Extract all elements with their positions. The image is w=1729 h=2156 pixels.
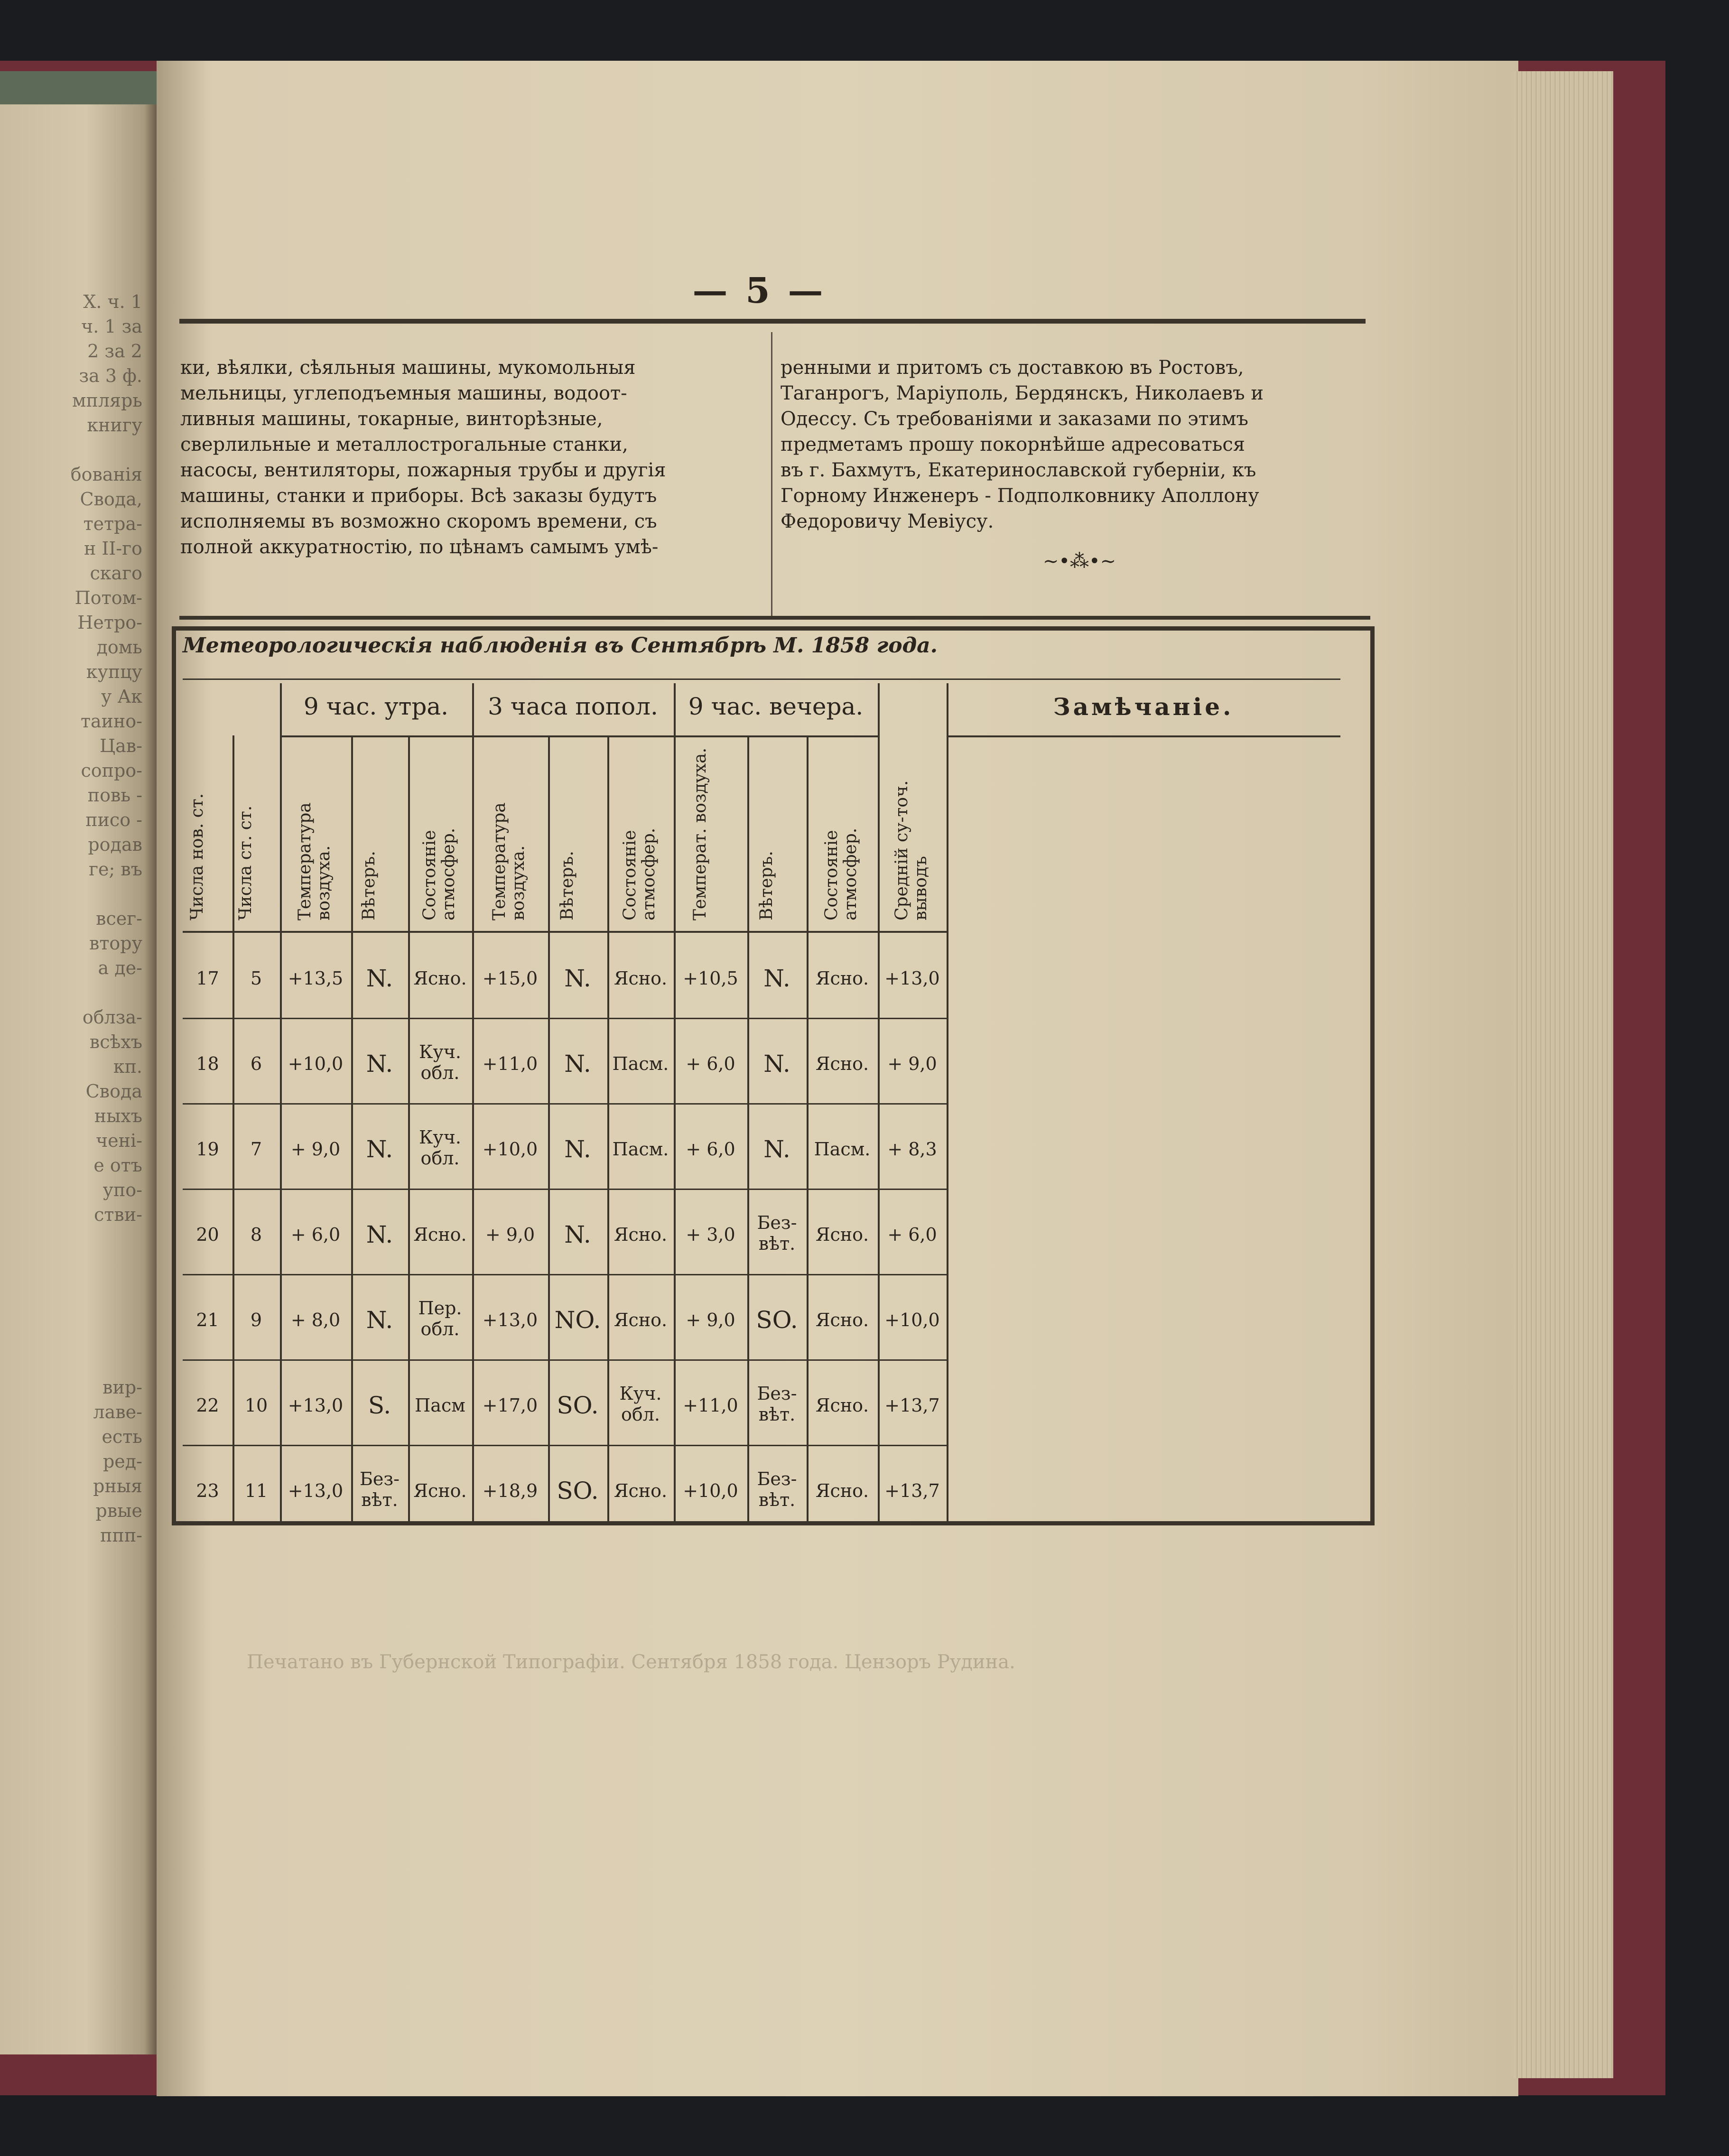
- table-cell: + 6,0: [686, 1053, 735, 1074]
- table-cell: 7: [250, 1139, 262, 1160]
- table-cell: 6: [250, 1053, 262, 1074]
- text-line: полной аккуратностію, по цѣнамъ самымъ умѣ-: [180, 536, 659, 558]
- left-page-margin-text: [0, 289, 142, 1548]
- table-caption: Метеорологическія наблюденія въ Сентябрѣ М. 1858 года.: [183, 633, 938, 658]
- table-cell: Ясно.: [815, 1224, 869, 1245]
- table-cell: Ясно.: [815, 1480, 869, 1501]
- table-cell: 21: [196, 1310, 219, 1330]
- table-cell: Пасм: [415, 1395, 465, 1416]
- column-rule: [947, 683, 948, 1523]
- table-cell: + 6,0: [686, 1139, 735, 1160]
- table-cell: N.: [366, 1306, 393, 1334]
- table-cell: Без-вѣт.: [757, 1468, 797, 1510]
- table-cell: +10,0: [482, 1139, 538, 1160]
- row-rule: [183, 1359, 947, 1361]
- table-cell: +13,7: [884, 1395, 940, 1416]
- margin-fragment: [0, 1276, 142, 1301]
- margin-fragment: есть: [102, 1426, 142, 1447]
- margin-fragment: [0, 882, 142, 906]
- table-cell: N.: [763, 1050, 790, 1078]
- text-line: мельницы, углеподъемныя машины, водоот-: [180, 382, 627, 404]
- top-rule: [179, 319, 1366, 324]
- table-cell: 17: [196, 968, 219, 989]
- text-line: Таганрогъ, Маріуполь, Бердянскъ, Николаевъ и: [781, 382, 1264, 404]
- margin-fragment: Х. ч. 1: [83, 291, 142, 312]
- sub-header: Числа нов. ст.: [187, 793, 207, 920]
- margin-fragment: [0, 1326, 142, 1350]
- margin-fragment: бованія: [70, 464, 142, 485]
- table-cell: +17,0: [482, 1395, 538, 1416]
- table-cell: 22: [196, 1395, 219, 1416]
- text-line: сверлильные и металлострогальные станки,: [180, 434, 628, 455]
- margin-fragment: стви-: [94, 1204, 142, 1225]
- table-cell: +13,0: [288, 1395, 344, 1416]
- margin-fragment: а де-: [98, 957, 142, 978]
- table-cell: Ясно.: [815, 1395, 869, 1416]
- table-cell: Без-вѣт.: [757, 1383, 797, 1425]
- margin-fragment: [0, 1350, 142, 1375]
- sub-header: Состояніе атмосфер.: [620, 827, 659, 920]
- table-cell: N.: [763, 965, 790, 992]
- group-header: 9 час. вечера.: [688, 693, 864, 720]
- table-cell: Ясно.: [413, 1480, 467, 1501]
- margin-fragment: облза-: [82, 1007, 142, 1028]
- margin-fragment: [0, 980, 142, 1005]
- table-cell: + 9,0: [485, 1224, 535, 1245]
- margin-fragment: н ІІ-го: [84, 538, 142, 559]
- table-cell: N.: [564, 965, 591, 992]
- table-cell: Пер. обл.: [418, 1298, 462, 1339]
- margin-fragment: Потом-: [74, 587, 142, 608]
- margin-fragment: рныя: [93, 1476, 142, 1496]
- row-rule: [183, 1018, 947, 1019]
- table-cell: 8: [250, 1224, 262, 1245]
- table-cell: Ясно.: [815, 968, 869, 989]
- table-cell: +10,0: [288, 1053, 344, 1074]
- text-line: машины, станки и приборы. Всѣ заказы будутъ: [180, 485, 657, 507]
- table-cell: N.: [366, 1221, 393, 1248]
- table-cell: + 8,3: [887, 1139, 937, 1160]
- row-rule: [183, 1445, 947, 1446]
- table-cell: S.: [368, 1392, 391, 1419]
- table-cell: +11,0: [482, 1053, 538, 1074]
- margin-fragment: чені-: [96, 1130, 142, 1151]
- table-cell: Ясно.: [413, 1224, 467, 1245]
- table-cell: Без-вѣт.: [360, 1468, 400, 1510]
- sub-header: Температ. воздуха.: [690, 747, 710, 920]
- margin-fragment: рвые: [95, 1500, 142, 1521]
- row-rule: [183, 1189, 947, 1190]
- table-cell: Пасм.: [612, 1053, 669, 1074]
- sub-header: Средній су-точ. выводъ: [892, 780, 930, 920]
- margin-fragment: мплярь: [72, 390, 142, 411]
- sub-header: Вѣтеръ.: [359, 851, 379, 920]
- margin-fragment: упо-: [102, 1180, 142, 1200]
- table-cell: 23: [196, 1480, 219, 1501]
- table-cell: SO.: [557, 1392, 599, 1419]
- text-line: ки, вѣялки, сѣяльныя машины, мукомольныя: [180, 357, 636, 379]
- margin-fragment: родав: [88, 834, 142, 855]
- margin-fragment: е отъ: [93, 1155, 142, 1176]
- margin-fragment: таино-: [80, 711, 142, 732]
- table-cell: Ясно.: [815, 1053, 869, 1074]
- group-header: 3 часа попол.: [488, 693, 658, 720]
- table-cell: +18,9: [482, 1480, 538, 1501]
- text-line: ренными и притомъ съ доставкою въ Ростовъ,: [781, 357, 1244, 379]
- footer-faint-text: Печатано въ Губернской Типографіи. Сентября 1858 года. Цензоръ Рудина.: [247, 1651, 1015, 1673]
- table-cell: Пасм.: [814, 1139, 871, 1160]
- table-cell: SO.: [756, 1306, 798, 1334]
- margin-fragment: ппп-: [100, 1525, 142, 1546]
- margin-fragment: тетра-: [83, 513, 142, 534]
- margin-fragment: повь -: [87, 785, 142, 806]
- binding-cloth: [0, 71, 157, 104]
- margin-fragment: Нетро-: [77, 612, 142, 633]
- text-line: Федоровичу Мевіусу.: [781, 511, 994, 532]
- table-cell: +13,0: [884, 968, 940, 989]
- table-cell: N.: [564, 1221, 591, 1248]
- table-cell: +13,0: [288, 1480, 344, 1501]
- sub-header: Числа ст. ст.: [236, 805, 255, 920]
- margin-fragment: скаго: [90, 563, 142, 584]
- sub-header: Вѣтеръ.: [756, 851, 776, 920]
- row-rule: [183, 1274, 947, 1275]
- margin-fragment: 2 за 2: [87, 341, 142, 362]
- table-cell: 18: [196, 1053, 219, 1074]
- sub-header: Состояніе атмосфер.: [822, 827, 860, 920]
- margin-fragment: за 3 ф.: [79, 365, 142, 386]
- table-cell: Ясно.: [815, 1310, 869, 1330]
- margin-fragment: вир-: [102, 1377, 142, 1398]
- margin-fragment: лаве-: [93, 1402, 142, 1422]
- table-cell: +11,0: [683, 1395, 738, 1416]
- text-line: Горному Инженеръ - Подполковнику Аполлону: [781, 485, 1259, 507]
- table-cell: Ясно.: [614, 968, 668, 989]
- table-cell: N.: [366, 1135, 393, 1163]
- table-cell: N.: [366, 1050, 393, 1078]
- margin-fragment: домь: [96, 637, 142, 658]
- table-cell: +13,0: [482, 1310, 538, 1330]
- table-cell: + 9,0: [686, 1310, 735, 1330]
- margin-fragment: купцу: [86, 661, 142, 682]
- row-rule: [183, 1103, 947, 1105]
- table-cell: N.: [366, 965, 393, 992]
- group-header: 9 час. утра.: [303, 693, 449, 720]
- table-cell: N.: [564, 1135, 591, 1163]
- table-cell: + 6,0: [290, 1224, 341, 1245]
- margin-fragment: кп.: [113, 1056, 142, 1077]
- table-cell: Куч. обл.: [419, 1041, 461, 1083]
- sub-header: Состояніе атмосфер.: [419, 827, 458, 920]
- margin-fragment: втору: [89, 933, 142, 954]
- table-cell: +10,0: [683, 1480, 738, 1501]
- margin-fragment: ред-: [102, 1451, 142, 1472]
- text-line: Одессу. Съ требованіями и заказами по этимъ: [781, 408, 1248, 430]
- table-cell: SO.: [557, 1477, 599, 1505]
- table-cell: N.: [763, 1135, 790, 1163]
- margin-fragment: всег-: [96, 908, 142, 929]
- sub-header: Температура воздуха.: [490, 802, 528, 920]
- table-cell: Ясно.: [614, 1310, 668, 1330]
- table-cell: Куч. обл.: [419, 1127, 461, 1169]
- table-cell: + 6,0: [887, 1224, 937, 1245]
- text-line: насосы, вентиляторы, пожарныя трубы и другія: [180, 459, 666, 481]
- right-column-text: [781, 355, 1374, 534]
- text-line: предметамъ прошу покорнѣйше адресоваться: [781, 434, 1245, 455]
- table-cell: NO.: [554, 1306, 601, 1334]
- page-edges: [1514, 71, 1613, 2078]
- column-separator: [771, 332, 772, 617]
- margin-fragment: Цав-: [99, 735, 142, 756]
- margin-fragment: [0, 437, 142, 462]
- margin-fragment: [0, 1227, 142, 1252]
- table-cell: Куч. обл.: [619, 1383, 662, 1425]
- table-cell: 20: [196, 1224, 219, 1245]
- margin-fragment: Свода: [85, 1081, 142, 1102]
- page-number: — 5 —: [692, 270, 826, 311]
- table-cell: +10,5: [683, 968, 738, 989]
- sub-header: Вѣтеръ.: [557, 851, 577, 920]
- margin-fragment: [0, 1301, 142, 1326]
- table-cell: Ясно.: [413, 968, 467, 989]
- sub-header: Температура воздуха.: [295, 802, 334, 920]
- table-cell: +10,0: [884, 1310, 940, 1330]
- margin-fragment: сопро-: [81, 760, 142, 781]
- remarks-underline: [947, 735, 1340, 737]
- table-cell: 9: [250, 1310, 262, 1330]
- table-cell: + 3,0: [686, 1224, 735, 1245]
- margin-fragment: Свода,: [80, 489, 142, 510]
- table-cell: 19: [196, 1139, 219, 1160]
- table-cell: N.: [564, 1050, 591, 1078]
- margin-fragment: ныхъ: [94, 1106, 142, 1126]
- table-cell: Пасм.: [612, 1139, 669, 1160]
- text-line: ливныя машины, токарные, винторѣзные,: [180, 408, 603, 430]
- group-underline: [280, 735, 878, 737]
- margin-fragment: книгу: [87, 415, 142, 436]
- text-line: исполняемы въ возможно скоромъ времени, съ: [180, 511, 657, 532]
- table-top-rule: [179, 616, 1370, 620]
- table-cell: + 9,0: [887, 1053, 937, 1074]
- margin-fragment: у Ак: [101, 686, 142, 707]
- table-cell: +13,7: [884, 1480, 940, 1501]
- table-cell: + 9,0: [290, 1139, 341, 1160]
- table-cell: + 8,0: [290, 1310, 341, 1330]
- text-line: въ г. Бахмутъ, Екатеринославской губерніи, къ: [781, 459, 1256, 481]
- left-column-text: [180, 355, 762, 560]
- table-caption-rule: [183, 678, 1340, 680]
- table-cell: 10: [244, 1395, 268, 1416]
- margin-fragment: ч. 1 за: [81, 316, 142, 337]
- table-cell: 11: [244, 1480, 268, 1501]
- margin-fragment: всѣхъ: [89, 1032, 142, 1052]
- table-cell: Ясно.: [614, 1480, 668, 1501]
- remarks-header: Замѣчаніе.: [1053, 693, 1234, 721]
- table-cell: Без-вѣт.: [757, 1212, 797, 1254]
- ornament: ~•⁂•~: [1042, 550, 1116, 572]
- table-cell: Ясно.: [614, 1224, 668, 1245]
- margin-fragment: писо -: [85, 809, 142, 830]
- margin-fragment: [0, 1252, 142, 1276]
- table-cell: +15,0: [482, 968, 538, 989]
- table-cell: +13,5: [288, 968, 344, 989]
- table-cell: 5: [250, 968, 262, 989]
- header-bottom-rule: [183, 931, 947, 933]
- margin-fragment: ге; въ: [89, 859, 142, 880]
